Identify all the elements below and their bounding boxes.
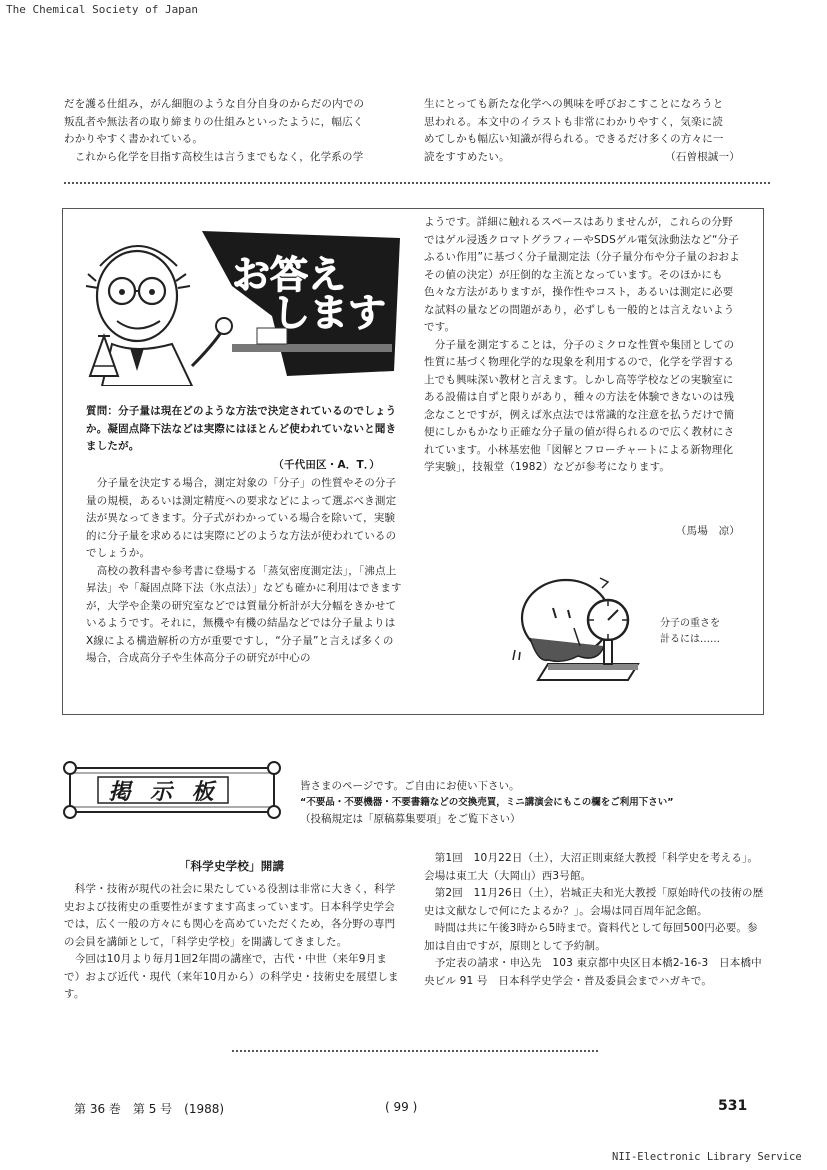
qa-answer-left: [86, 475, 402, 668]
qa-asker: （千代田区・A．T．）: [273, 459, 380, 471]
board-intro-line: （投稿規定は「原稿募集要項」をご覧下さい）: [300, 813, 521, 825]
bulletin-board-header: [62, 760, 282, 820]
publisher-header: The Chemical Society of Japan: [6, 3, 199, 16]
footer-page-number: 531: [718, 1098, 748, 1114]
review-line: これから化学を目指す高校生は言うまでもなく，化学系の学: [64, 150, 364, 163]
review-line: めてしかも幅広い知識が得られる。できるだけ多くの方々に一: [424, 133, 724, 145]
article-paragraph: 第2回 11月26日（土），岩城正夫和光大教授「原始時代の技術の歴史は文献なしで何にたよるか？」。会場は同百周年記念館。: [424, 887, 764, 917]
scale-illustration: [508, 568, 658, 693]
answer-paragraph: 高校の教科書や参考書に登場する「蒸気密度測定法」，「沸点上昇法」や「凝固点降下法（氷点法）」なども確かに利用はできますが，大学や企業の研究室などでは質量分析計が大分幅をきかせているようです。それに，無機や有機の結晶などでは分子量よりはX線による構造解析の方が重要ですし，“分子量”と言えば多くの場合，合成高分子や生体高分子の研究が中心の: [86, 564, 402, 664]
article-paragraph: 予定表の請求・申込先 103 東京都中央区日本橋2-16-3 日本橋中央ビル 91 号 日本科学史学会・普及委員会までハガキで。: [424, 957, 762, 987]
review-line: 生にとっても新たな化学への興味を呼びおこすことになろうと: [424, 98, 724, 110]
board-title: 掲 示 板: [108, 780, 220, 805]
qa-question: 質問：分子量は現在どのような方法で決定されているのでしょうか。凝固点降下法などは実際にはほとんど使われていないと聞きましたが。: [86, 405, 397, 452]
qa-title-art-line1: お答え: [232, 253, 347, 297]
section-divider: [64, 182, 770, 184]
board-intro-line: 皆さまのページです。ご自由にお使い下さい。: [300, 780, 520, 792]
teacher-illustration: [82, 226, 402, 386]
article-paragraph: 第1回 10月22日（土），大沼正則東経大教授「科学史を考える」。会場は東工大（大岡山）西3号館。: [424, 852, 759, 882]
answer-paragraph: 分子量を決定する場合，測定対象の「分子」の性質やその分子量の規模，あるいは測定精度への要求などによって選ぶべき測定法が異なってきます。分子式がわかっている場合を除いて，実験的に分子量を求めるには実際にどのような方法が使われているのでしょうか。: [86, 477, 397, 559]
footer-page-paren: ( 99 ): [385, 1100, 418, 1114]
review-left-column: [64, 96, 399, 166]
article-paragraph: 科学・技術が現代の社会に果たしている役割は非常に大きく，科学史および技術史の重要性がますます高まっています。日本科学史学会では，広く一般の方々にも関心を高めていただくため，各分野の専門の会員を講師として，「科学史学校」を開講してきました。: [64, 883, 396, 948]
qa-answerer: （馬場 凉）: [675, 525, 740, 537]
scale-caption: [660, 616, 720, 648]
board-intro-line: “不要品・不要機器・不要書籍などの交換売買，ミニ講演会にもこの欄をご利用下さい”: [300, 796, 674, 808]
article-end-divider: [232, 1050, 598, 1052]
review-line: 叛乱者や無法者の取り締まりの仕組みといったように，幅広く: [64, 115, 364, 128]
board-intro: [300, 778, 770, 828]
review-signature: （石曽根誠一）: [665, 150, 740, 163]
scale-caption-line: 計るには……: [660, 634, 720, 645]
article-paragraph: 今回は10月より毎月1回2年間の講座で，古代・中世（来年9月まで）および近代・現代（来年10月から）の科学史・技術史を展望します。: [64, 953, 399, 1000]
answer-paragraph: ようです。詳細に触れるスペースはありませんが，これらの分野ではゲル浸透クロマトグラフィーやSDSゲル電気泳動法など“分子ふるい作用”に基づく分子量測定法（分子量分布や分子量のおおよその値の決定）が圧倒的な主流となっています。そのほかにも色々な方法がありますが，操作性やコスト，あるいは測定に必要な試料の量などの問題があり，必ずしも一般的とは言えないようです。: [424, 216, 740, 333]
review-line: わかりやすく書かれている。: [64, 133, 204, 145]
qa-illustration: [82, 226, 402, 386]
article-title: 「科学史学校」開講: [178, 859, 285, 873]
review-line: 読をすすめたい。: [424, 150, 510, 163]
qa-answer-right: [424, 214, 742, 477]
footer-volume: 第 36 巻 第 5 号 (1988): [74, 1102, 225, 1116]
article-paragraph: 時間は共に午後3時から5時まで。資料代として毎回500円必要。参加は自由ですが，原則として予約制。: [424, 922, 758, 952]
footer-service: NII-Electronic Library Service: [612, 1151, 802, 1163]
review-line: だを護る仕組み，がん細胞のような自分自身のからだの内での: [64, 98, 365, 110]
article-right-column: [424, 850, 764, 990]
review-line: 思われる。本文中のイラストも非常にわかりやすく，気楽に読: [424, 115, 724, 128]
answer-paragraph: 分子量を測定することは，分子のミクロな性質や集団としての性質に基づく物理化学的な現象を利用するので，化学を学習する上でも興味深い教材と言えます。しかし高等学校などの実験室にある設備は自ずと限りがあり，種々の方法を体験できないのは残念なことですが，例えば氷点法では常識的な注意を払うだけで簡便にしかもかなり正確な分子量の値が得られるので広く教材にされています。小林基宏他「図解とフローチャートによる新物理化学実験」，技報堂（1982）などが参考になります。: [424, 338, 735, 473]
scale-caption-line: 分子の重さを: [660, 618, 720, 629]
article-left-column: [64, 881, 399, 1004]
qa-title-art-line2: します: [272, 291, 387, 335]
molecule-scale-icon: [508, 568, 658, 693]
